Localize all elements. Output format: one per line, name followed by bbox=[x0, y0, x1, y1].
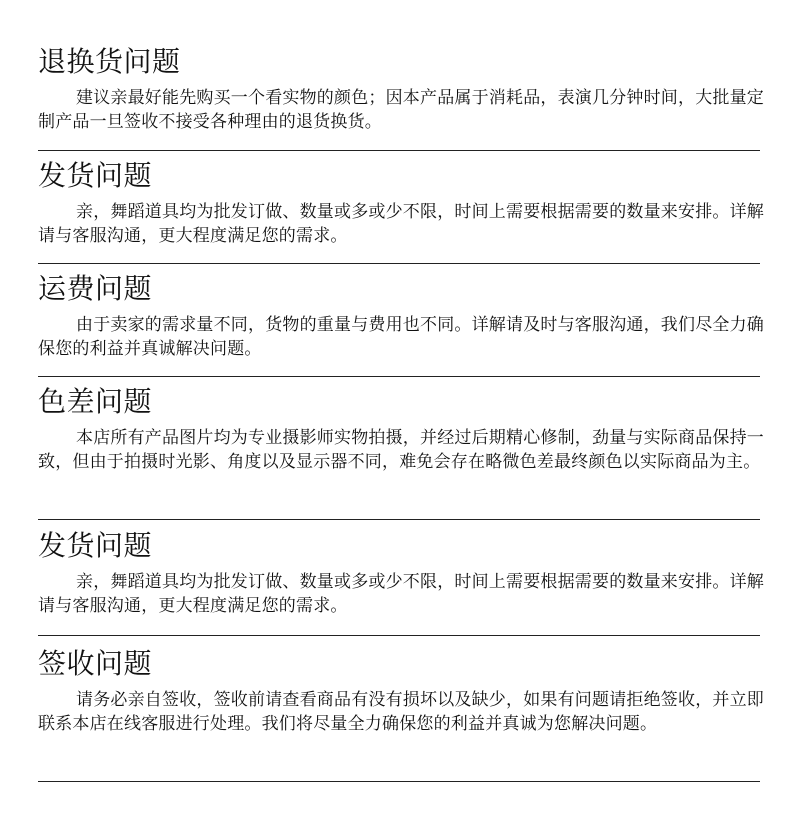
section-shipping bbox=[38, 158, 764, 264]
section-return-exchange bbox=[38, 44, 764, 151]
section-title: 签收问题 bbox=[38, 647, 153, 680]
section-body: 亲，舞蹈道具均为批发订做、数量或多或少不限，时间上需要根据需要的数量来安排。详解请与客服沟通，更大程度满足您的需求。 bbox=[38, 572, 764, 616]
section-body: 本店所有产品图片均为专业摄影师实物拍摄，并经过后期精心修制，劲量与实际商品保持一致，但由于拍摄时光影、角度以及显示器不同，难免会存在略微色差最终颜色以实际商品为主。 bbox=[38, 428, 764, 472]
section-title: 发货问题 bbox=[38, 529, 153, 562]
section-color-difference bbox=[38, 384, 764, 520]
section-body: 请务必亲自签收，签收前请查看商品有没有损坏以及缺少，如果有问题请拒绝签收，并立即联系本店在线客服进行处理。我们将尽量全力确保您的利益并真诚为您解决问题。 bbox=[38, 690, 764, 734]
section-receipt bbox=[38, 646, 764, 782]
section-title: 色差问题 bbox=[38, 385, 153, 418]
section-freight bbox=[38, 271, 764, 377]
section-shipping-repeat bbox=[38, 528, 764, 636]
section-title: 运费问题 bbox=[38, 272, 153, 305]
section-body: 建议亲最好能先购买一个看实物的颜色；因本产品属于消耗品，表演几分钟时间，大批量定制产品一旦签收不接受各种理由的退货换货。 bbox=[38, 88, 764, 132]
section-body: 由于卖家的需求量不同，货物的重量与费用也不同。详解请及时与客服沟通，我们尽全力确保您的利益并真诚解决问题。 bbox=[38, 315, 764, 359]
section-body: 亲，舞蹈道具均为批发订做、数量或多或少不限，时间上需要根据需要的数量来安排。详解请与客服沟通，更大程度满足您的需求。 bbox=[38, 202, 764, 246]
section-title: 退换货问题 bbox=[38, 45, 181, 78]
section-title: 发货问题 bbox=[38, 159, 153, 192]
